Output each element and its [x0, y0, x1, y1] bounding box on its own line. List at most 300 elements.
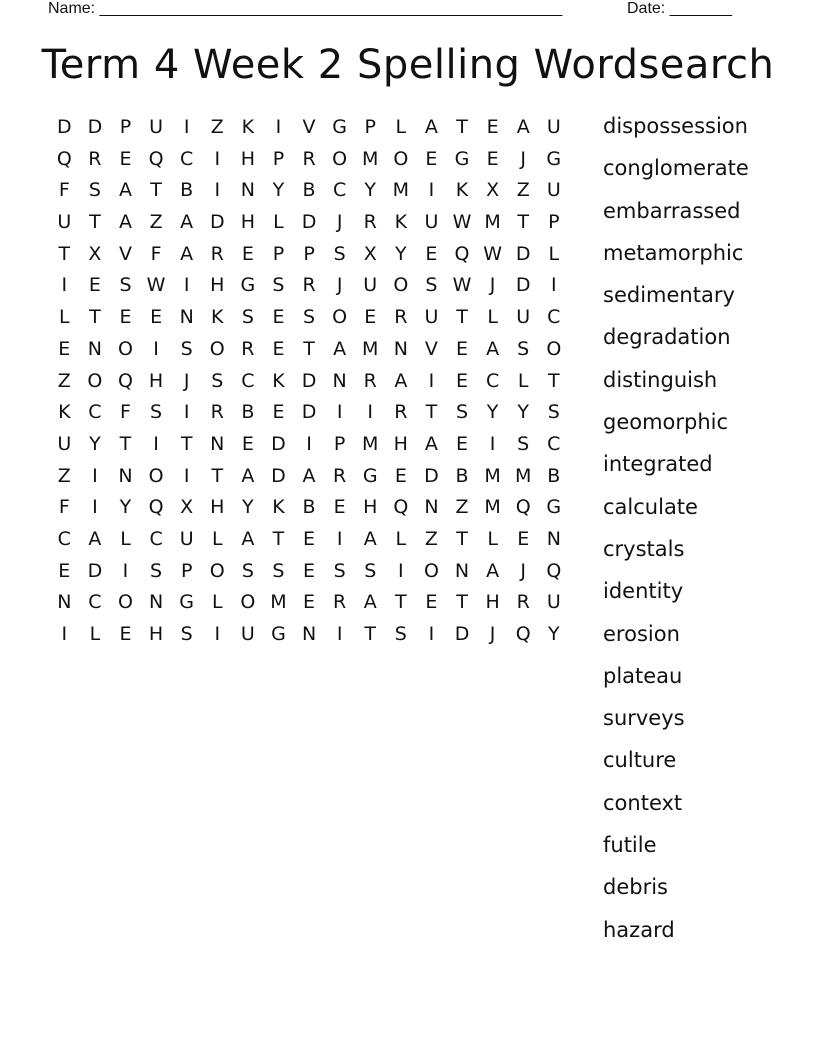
grid-letter: I [214, 147, 221, 170]
grid-letter: I [183, 116, 190, 138]
grid-letter: C [485, 369, 500, 392]
grid-letter: Q [515, 496, 531, 519]
grid-letter: L [120, 527, 131, 550]
grid-letter: U [363, 274, 378, 297]
grid-letter: R [333, 464, 347, 487]
grid-letter: N [179, 306, 194, 329]
grid-letter: L [395, 527, 407, 550]
grid-letter: N [424, 496, 439, 519]
grid-letter: K [241, 116, 255, 138]
grid-letter: E [303, 559, 316, 582]
grid-letter: R [302, 274, 316, 297]
grid-letter: P [548, 211, 560, 234]
grid-letter: M [484, 496, 501, 519]
grid-letter: I [122, 559, 129, 582]
grid-letter: E [241, 242, 254, 265]
grid-letter: S [333, 242, 346, 265]
grid-letter: R [363, 211, 377, 234]
grid-letter: A [241, 464, 255, 487]
grid-letter: O [118, 591, 133, 614]
grid-letter: H [210, 496, 225, 519]
grid-letter: R [88, 147, 102, 170]
grid-letter: M [484, 464, 501, 487]
grid-letter: A [333, 337, 347, 360]
grid-letter: A [486, 559, 500, 582]
word-list-item: degradation [603, 325, 731, 350]
grid-letter: C [333, 179, 347, 202]
grid-letter: N [546, 527, 561, 550]
grid-letter: P [119, 116, 132, 138]
grid-letter: E [486, 116, 499, 138]
grid-letter: I [428, 369, 435, 392]
grid-letter: N [210, 432, 225, 455]
grid-letter: I [428, 179, 435, 202]
grid-letter: S [150, 401, 163, 424]
grid-letter: O [209, 337, 225, 360]
grid-letter: K [58, 401, 71, 424]
grid-letter: Z [57, 464, 71, 487]
grid-letter: U [149, 116, 164, 138]
word-list-item: metamorphic [603, 240, 744, 265]
grid-letter: A [180, 211, 194, 234]
grid-letter: S [150, 559, 163, 582]
grid-letter: J [520, 147, 526, 170]
grid-letter: H [240, 147, 255, 170]
grid-letter: R [333, 591, 347, 614]
grid-letter: I [183, 464, 190, 487]
grid-letter: D [515, 274, 531, 297]
grid-letter: E [119, 306, 132, 329]
grid-letter: H [210, 274, 225, 297]
grid-letter: V [118, 242, 132, 265]
grid-letter: S [180, 623, 193, 645]
grid-letter: P [272, 242, 285, 265]
grid-letter: R [241, 337, 255, 360]
grid-letter: K [272, 496, 285, 519]
grid-letter: D [209, 211, 225, 234]
grid-letter: U [240, 623, 255, 645]
grid-letter: Y [486, 401, 499, 424]
grid-letter: T [456, 527, 468, 550]
word-list-item: futile [603, 833, 657, 858]
grid-letter: N [57, 591, 72, 614]
grid-letter: O [423, 559, 439, 582]
grid-letter: Y [119, 496, 132, 519]
grid-letter: M [362, 432, 379, 455]
grid-letter: C [180, 147, 194, 170]
grid-letter: L [395, 116, 407, 138]
grid-letter: L [487, 527, 498, 550]
grid-letter: E [456, 337, 469, 360]
grid-letter: Z [455, 496, 469, 519]
grid-letter: Z [57, 369, 71, 392]
grid-letter: W [452, 211, 472, 234]
grid-letter: T [456, 591, 468, 614]
grid-letter: S [180, 337, 193, 360]
grid-letter: N [240, 179, 255, 202]
grid-letter: T [150, 179, 162, 202]
grid-letter: S [272, 559, 285, 582]
grid-letter: L [211, 591, 223, 614]
grid-letter: O [240, 591, 256, 614]
grid-letter: E [425, 591, 438, 614]
grid-letter: T [180, 432, 193, 455]
grid-letter: E [241, 432, 254, 455]
grid-letter: S [211, 369, 224, 392]
grid-letter: M [392, 179, 410, 202]
word-list-item: hazard [603, 917, 675, 942]
grid-letter: T [303, 337, 315, 360]
grid-letter: S [241, 306, 254, 329]
grid-letter: G [454, 147, 470, 170]
grid-letter: S [272, 274, 285, 297]
grid-letter: C [57, 527, 71, 550]
grid-letter: F [58, 496, 70, 519]
grid-letter: A [424, 116, 438, 138]
grid-letter: O [393, 147, 409, 170]
grid-letter: N [148, 591, 164, 614]
grid-letter: R [394, 401, 408, 424]
grid-letter: Y [272, 179, 285, 202]
grid-letter: X [486, 179, 500, 202]
grid-letter: R [516, 591, 530, 614]
grid-letter: K [394, 211, 408, 234]
grid-letter: Q [148, 496, 164, 519]
grid-letter: E [58, 559, 71, 582]
grid-letter: V [424, 337, 438, 360]
grid-letter: F [150, 242, 162, 265]
grid-letter: P [333, 432, 346, 455]
grid-letter: Q [546, 559, 562, 582]
word-list-item: erosion [603, 621, 680, 646]
grid-letter: A [424, 432, 438, 455]
grid-letter: E [119, 623, 132, 645]
grid-letter: O [118, 337, 133, 360]
grid-letter: E [456, 432, 469, 455]
grid-letter: C [547, 306, 561, 329]
grid-letter: O [209, 559, 225, 582]
grid-letter: I [398, 559, 404, 582]
grid-letter: I [336, 527, 343, 550]
grid-letter: T [456, 306, 468, 329]
word-list-item: embarrassed [603, 198, 741, 223]
grid-letter: Y [242, 496, 254, 519]
grid-letter: E [486, 147, 499, 170]
grid-letter: K [455, 179, 469, 202]
grid-letter: T [456, 116, 468, 138]
grid-letter: I [214, 623, 221, 645]
grid-letter: R [302, 147, 316, 170]
grid-letter: G [240, 274, 256, 297]
grid-letter: J [336, 274, 343, 297]
grid-letter: T [119, 432, 132, 455]
grid-letter: E [333, 496, 346, 519]
word-list-item: crystals [603, 536, 685, 561]
grid-letter: G [546, 496, 562, 519]
grid-letter: D [271, 432, 286, 455]
grid-letter: I [306, 432, 312, 455]
grid-letter: F [120, 401, 131, 424]
grid-letter: N [301, 623, 317, 645]
word-list-item: sedimentary [603, 283, 735, 308]
grid-letter: A [88, 527, 102, 550]
date-field: Date: _______ [627, 0, 732, 17]
grid-letter: A [302, 464, 316, 487]
grid-letter: L [487, 306, 498, 329]
grid-letter: Y [364, 179, 377, 202]
grid-letter: I [183, 274, 190, 297]
grid-letter: N [87, 337, 102, 360]
grid-letter: H [363, 496, 378, 519]
grid-letter: A [363, 591, 377, 614]
grid-letter: S [88, 179, 101, 202]
word-list [603, 110, 749, 956]
grid-letter: I [489, 432, 496, 455]
grid-letter: O [148, 464, 164, 487]
grid-letter: N [454, 559, 470, 582]
grid-letter: C [88, 591, 102, 614]
grid-letter: O [546, 337, 562, 360]
grid-letter: Q [148, 147, 164, 170]
grid-letter: U [546, 116, 561, 138]
grid-letter: I [183, 401, 190, 424]
grid-letter: X [180, 496, 194, 519]
grid-letter: D [301, 211, 317, 234]
grid-letter: H [148, 369, 164, 392]
word-list-item: context [603, 790, 683, 815]
grid-letter: H [148, 623, 164, 645]
grid-letter: I [153, 432, 159, 455]
grid-letter: G [179, 591, 195, 614]
grid-letter: D [87, 116, 103, 138]
grid-letter: T [58, 242, 71, 265]
grid-letter: T [272, 527, 285, 550]
grid-letter: O [332, 147, 348, 170]
grid-letter: S [333, 559, 346, 582]
grid-letter: T [364, 623, 377, 645]
word-list-item: integrated [603, 452, 713, 477]
grid-letter: B [302, 496, 316, 519]
grid-letter: A [394, 369, 408, 392]
grid-letter: U [424, 306, 439, 329]
grid-letter: W [452, 274, 472, 297]
grid-letter: P [303, 242, 315, 265]
grid-letter: P [364, 116, 376, 138]
grid-letter: H [393, 432, 408, 455]
grid-letter: D [515, 242, 531, 265]
grid-letter: I [336, 401, 343, 424]
grid-letter: C [241, 369, 255, 392]
grid-letter: D [454, 623, 470, 645]
grid-letter: U [57, 432, 72, 455]
grid-letter: C [547, 432, 561, 455]
grid-letter: A [363, 527, 377, 550]
grid-letter: S [394, 623, 407, 645]
grid-letter: N [118, 464, 133, 487]
grid-letter: S [455, 401, 469, 424]
grid-letter: B [455, 464, 469, 487]
grid-letter: Y [395, 242, 407, 265]
grid-letter: Q [454, 242, 470, 265]
grid-letter: G [271, 623, 286, 645]
grid-letter: E [303, 527, 316, 550]
grid-letter: U [57, 211, 72, 234]
grid-letter: E [272, 337, 285, 360]
grid-letter: E [394, 464, 407, 487]
grid-letter: K [272, 369, 285, 392]
grid-letter: L [211, 527, 223, 550]
grid-letter: D [424, 464, 439, 487]
grid-letter: L [89, 623, 101, 645]
grid-letter: B [547, 464, 561, 487]
grid-letter: Q [118, 369, 133, 392]
grid-letter: H [240, 211, 255, 234]
word-list-item: surveys [603, 706, 685, 731]
grid-letter: G [362, 464, 378, 487]
grid-letter: T [425, 401, 438, 424]
grid-letter: E [456, 369, 469, 392]
grid-letter: O [332, 306, 348, 329]
grid-letter: Q [393, 496, 409, 519]
grid-letter: A [180, 242, 194, 265]
grid-letter: I [61, 274, 68, 297]
grid-letter: L [548, 242, 560, 265]
grid-letter: E [425, 242, 438, 265]
grid-letter: J [520, 559, 526, 582]
grid-letter: J [489, 623, 496, 645]
grid-letter: X [88, 242, 102, 265]
grid-letter: Q [515, 623, 531, 645]
grid-letter: Q [56, 147, 72, 170]
grid-letter: Z [210, 116, 224, 138]
grid-letter: D [87, 559, 103, 582]
grid-letter: S [119, 274, 132, 297]
grid-letter: E [58, 337, 71, 360]
word-list-item: plateau [603, 663, 683, 688]
grid-letter: S [364, 559, 377, 582]
grid-letter: B [302, 179, 316, 202]
grid-letter: Z [149, 211, 163, 234]
grid-letter: L [59, 306, 70, 329]
word-list-item: calculate [603, 494, 698, 519]
grid-letter: N [393, 337, 408, 360]
letter-grid [49, 114, 600, 653]
grid-letter: U [546, 179, 561, 202]
grid-letter: S [425, 274, 438, 297]
grid-letter: J [489, 274, 496, 297]
grid-letter: D [271, 464, 286, 487]
word-list-item: conglomerate [603, 156, 749, 181]
grid-letter: O [393, 274, 409, 297]
grid-letter: M [515, 464, 532, 487]
grid-letter: S [547, 401, 560, 424]
word-list-item: dispossession [603, 114, 748, 138]
grid-letter: I [214, 179, 221, 202]
grid-letter: Y [547, 623, 560, 645]
grid-letter: W [146, 274, 166, 297]
grid-letter: N [332, 369, 347, 392]
grid-letter: U [424, 211, 439, 234]
grid-letter: M [270, 591, 287, 614]
grid-letter: A [486, 337, 500, 360]
grid-letter: T [89, 211, 101, 234]
grid-letter: X [363, 242, 377, 265]
grid-letter: M [484, 211, 501, 234]
grid-letter: M [362, 337, 379, 360]
grid-letter: C [149, 527, 163, 550]
grid-letter: F [58, 179, 70, 202]
grid-letter: E [364, 306, 377, 329]
grid-letter: U [546, 591, 561, 614]
grid-letter: E [119, 147, 132, 170]
word-list-item: debris [603, 875, 668, 900]
grid-letter: I [428, 623, 435, 645]
grid-letter: Z [516, 179, 530, 202]
word-list-item: geomorphic [603, 410, 729, 435]
grid-letter: Z [424, 527, 438, 550]
grid-letter: T [211, 464, 224, 487]
grid-letter: T [395, 591, 407, 614]
grid-letter: I [275, 116, 282, 138]
grid-letter: L [273, 211, 284, 234]
word-list-item: culture [603, 748, 677, 773]
grid-letter: U [516, 306, 531, 329]
grid-letter: E [88, 274, 101, 297]
grid-letter: D [56, 116, 72, 138]
grid-letter: I [92, 464, 98, 487]
grid-letter: R [363, 369, 377, 392]
grid-letter: I [92, 496, 98, 519]
grid-letter: I [550, 274, 557, 297]
grid-letter: E [425, 147, 438, 170]
grid-letter: G [546, 147, 562, 170]
grid-letter: J [183, 369, 190, 392]
grid-letter: J [336, 211, 343, 234]
grid-letter: S [241, 559, 254, 582]
grid-letter: O [87, 369, 103, 392]
grid-letter: S [517, 432, 530, 455]
grid-letter: P [180, 559, 193, 582]
grid-letter: E [303, 591, 316, 614]
grid-letter: I [61, 623, 68, 645]
grid-letter: C [88, 401, 102, 424]
grid-letter: U [179, 527, 194, 550]
page-title: Term 4 Week 2 Spelling Wordsearch [41, 42, 775, 88]
grid-letter: E [517, 527, 530, 550]
grid-letter: T [547, 369, 560, 392]
grid-letter: Y [517, 401, 529, 424]
grid-letter: A [118, 179, 132, 202]
word-list-item: identity [603, 579, 684, 604]
grid-letter: D [301, 401, 317, 424]
grid-letter: L [517, 369, 529, 392]
grid-letter: A [241, 527, 255, 550]
grid-letter: R [394, 306, 408, 329]
grid-letter: R [210, 401, 224, 424]
grid-letter: E [272, 306, 285, 329]
grid-letter: S [517, 337, 530, 360]
word-list-item: distinguish [603, 367, 718, 392]
grid-letter: S [303, 306, 316, 329]
grid-letter: I [367, 401, 374, 424]
grid-letter: B [241, 401, 255, 424]
grid-letter: E [272, 401, 285, 424]
grid-letter: K [211, 306, 224, 329]
grid-letter: M [362, 147, 379, 170]
grid-letter: D [301, 369, 317, 392]
name-field: Name: ____________________________________________________ [48, 0, 563, 17]
grid-letter: H [485, 591, 500, 614]
